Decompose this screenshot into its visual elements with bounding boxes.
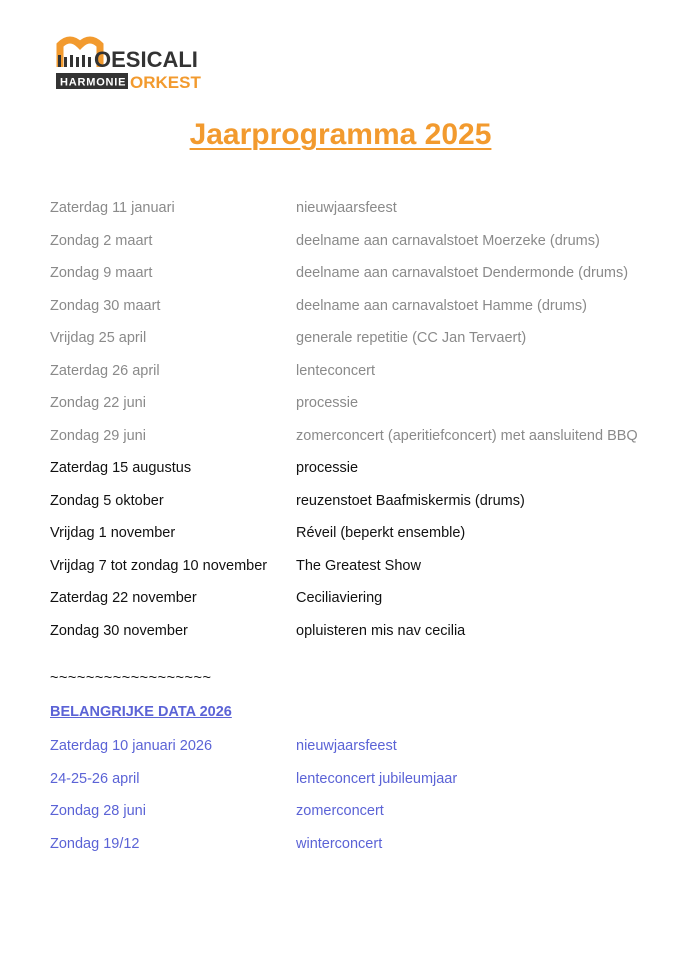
logo-bar <box>58 55 61 67</box>
heading-2026: BELANGRIJKE DATA 2026 <box>50 704 232 720</box>
logo-bar <box>88 57 91 67</box>
orchestra-logo <box>56 33 216 95</box>
separator: ~~~~~~~~~~~~~~~~~~ <box>50 670 212 686</box>
logo-bar <box>70 55 73 67</box>
program-date: Zondag 30 maart <box>50 297 161 314</box>
logo-graphic <box>56 33 216 95</box>
program-event: processie <box>296 460 359 476</box>
program-event: lenteconcert jubileumjaar <box>296 770 458 787</box>
program-date: Zondag 5 oktober <box>50 492 164 509</box>
program-event: nieuwjaarsfeest <box>296 738 397 754</box>
program-date: Zaterdag 11 januari <box>50 200 175 216</box>
program-event: Ceciliaviering <box>296 590 383 606</box>
program-event: Réveil (beperkt ensemble) <box>296 525 466 541</box>
page-title: Jaarprogramma 2025 <box>189 118 492 151</box>
logo-bar <box>76 57 79 67</box>
program-event: zomerconcert (aperitiefconcert) met aansluitend BBQ <box>296 427 638 444</box>
program-date: Zondag 9 maart <box>50 265 153 281</box>
program-event: zomerconcert <box>296 803 384 819</box>
program-event: lenteconcert <box>296 362 375 379</box>
program-date: Zondag 30 november <box>50 622 188 639</box>
program-event: deelname aan carnavalstoet Hamme (drums) <box>296 297 587 314</box>
program-event: nieuwjaarsfeest <box>296 200 397 216</box>
program-date: Zondag 28 juni <box>50 803 146 819</box>
program-event: deelname aan carnavalstoet Dendermonde (drums) <box>296 265 629 281</box>
program-date: Zaterdag 26 april <box>50 362 160 379</box>
program-date: Zaterdag 15 augustus <box>50 460 192 476</box>
program-event: The Greatest Show <box>296 557 421 574</box>
program-date: Vrijdag 1 november <box>50 525 176 541</box>
program-event: winterconcert <box>296 835 383 852</box>
program-date: Zondag 19/12 <box>50 835 140 852</box>
program-event: generale repetitie (CC Jan Tervaert) <box>296 330 527 346</box>
program-event: opluisteren mis nav cecilia <box>296 622 466 639</box>
program-date: Zondag 22 juni <box>50 395 146 411</box>
logo-brand-top: OESICALI <box>94 47 198 72</box>
program-date: Zondag 2 maart <box>50 232 153 249</box>
program-event: deelname aan carnavalstoet Moerzeke (drums) <box>296 232 600 249</box>
program-date: Zaterdag 22 november <box>50 590 197 606</box>
logo-brand-right: ORKEST <box>130 73 201 92</box>
program-event: processie <box>296 395 359 411</box>
logo-brand-left: HARMONIE <box>60 76 127 89</box>
program-date: Zaterdag 10 januari 2026 <box>50 738 213 754</box>
program-date: 24-25-26 april <box>50 770 140 787</box>
program-date: Vrijdag 7 tot zondag 10 november <box>50 557 268 574</box>
logo-bar <box>64 57 67 67</box>
program-event: reuzenstoet Baafmiskermis (drums) <box>296 492 525 509</box>
program-date: Zondag 29 juni <box>50 427 146 444</box>
logo-bar <box>82 55 85 67</box>
program-date: Vrijdag 25 april <box>50 330 147 346</box>
